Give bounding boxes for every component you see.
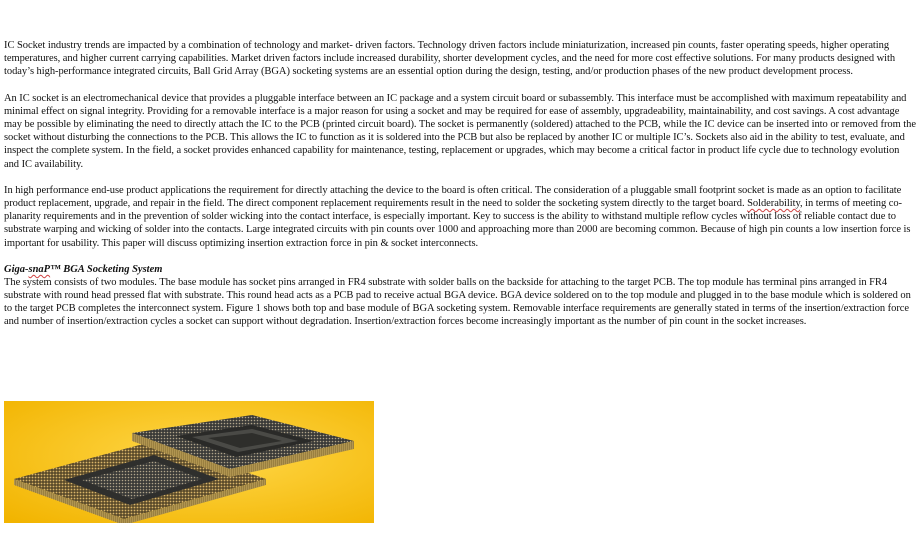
section-title: [4, 263, 916, 276]
document-body: [4, 39, 916, 329]
paragraph-text: , in terms of meeting co-planarity requirements and in the prevention of solder wicking into the contact interface, is especially important. Key to success is the ability to withstand multiple reflow cycles without loss of reliable contact due to substrate warping and wicking of solder into the contacts. Large integrated circuits with pin counts over 1000 and approaching more than 2000 are becoming common. Because of high pin counts a low insertion force is important for usability. This paper will discuss optimizing insertion extraction force in pin & socket interconnects.: [4, 198, 911, 249]
paragraph-high-performance: [4, 184, 916, 250]
bga-socket-modules-icon: [4, 401, 374, 523]
paragraph-industry-trends: IC Socket industry trends are impacted by a combination of technology and market- driven factors. Technology driven factors include miniaturization, increased pin counts, faster operating speeds, higher operating temperatures, and higher current carrying capabilities. Market driven factors include increased durability, shorter development cycles, and the need for more cost effective solutions. For many products designed with today’s high-performance integrated circuits, Ball Grid Array (BGA) socketing systems are an essential option during the design, testing, and/or production phases of the new product development process.: [4, 40, 896, 78]
section-title-part: ™ BGA Socketing System: [50, 263, 163, 275]
paragraph-text: In high performance end-use product applications the requirement for directly attaching the device to the board is often critical. The consideration of a pluggable small footprint socket is made as an option to facilitate product replacement, upgrade, and repair in the field. The direct component replacement requirements result in the need to solder the socketing system directly to the target board.: [4, 184, 902, 210]
figure-bga-socket-photo: [4, 401, 374, 523]
spellcheck-word: Solderability: [747, 198, 801, 210]
paragraph-ic-socket-definition: An IC socket is an electromechanical device that provides a pluggable interface between an IC package and a system circuit board or subassembly. This interface must be accomplished with maximum repeatability and minimal effect on signal integrity. Providing for a removable interface is a major reason for using a socket and may be required for ease of assembly, upgradeability, maintainability, and cost savings. A cost advantage may be possible by eliminating the need to directly attach the IC to the PCB (printed circuit board). The socket is permanently (soldered) attached to the PCB, while the IC device can be inserted into or removed from the socket without disturbing the connections to the PCB. This allows the IC to function as it is soldered into the PCB but also be replaced by another IC or multiple IC’s. Sockets also aid in the ability to test, evaluate, and inspect the complete system. In the field, a socket provides enhanced capability for maintenance, testing, replacement or upgrades, which may become a critical factor in product life cycle due to technology evolution and IC availability.: [4, 92, 916, 170]
section-title-part: Giga-: [4, 263, 29, 275]
paragraph-system-description: The system consists of two modules. The base module has socket pins arranged in FR4 substrate with solder balls on the backside for attaching to the target PCB. The top module has terminal pins arranged in FR4 substrate with round head pressed flat with substrate. This round head acts as a PCB pad to receive actual BGA device. BGA device soldered on to the top module and plugged in to the base module which is soldered on to the target PCB completes the interconnect system. Figure 1 shows both top and base module of BGA socketing system. Removable interface requirements are generally stated in terms of the insertion/extraction force and number of insertion/extraction cycles a socket can support without degradation. Insertion/extraction forces become increasingly important as the number of pin count in the socket increases.: [4, 276, 911, 328]
spellcheck-word: snaP: [28, 263, 51, 275]
